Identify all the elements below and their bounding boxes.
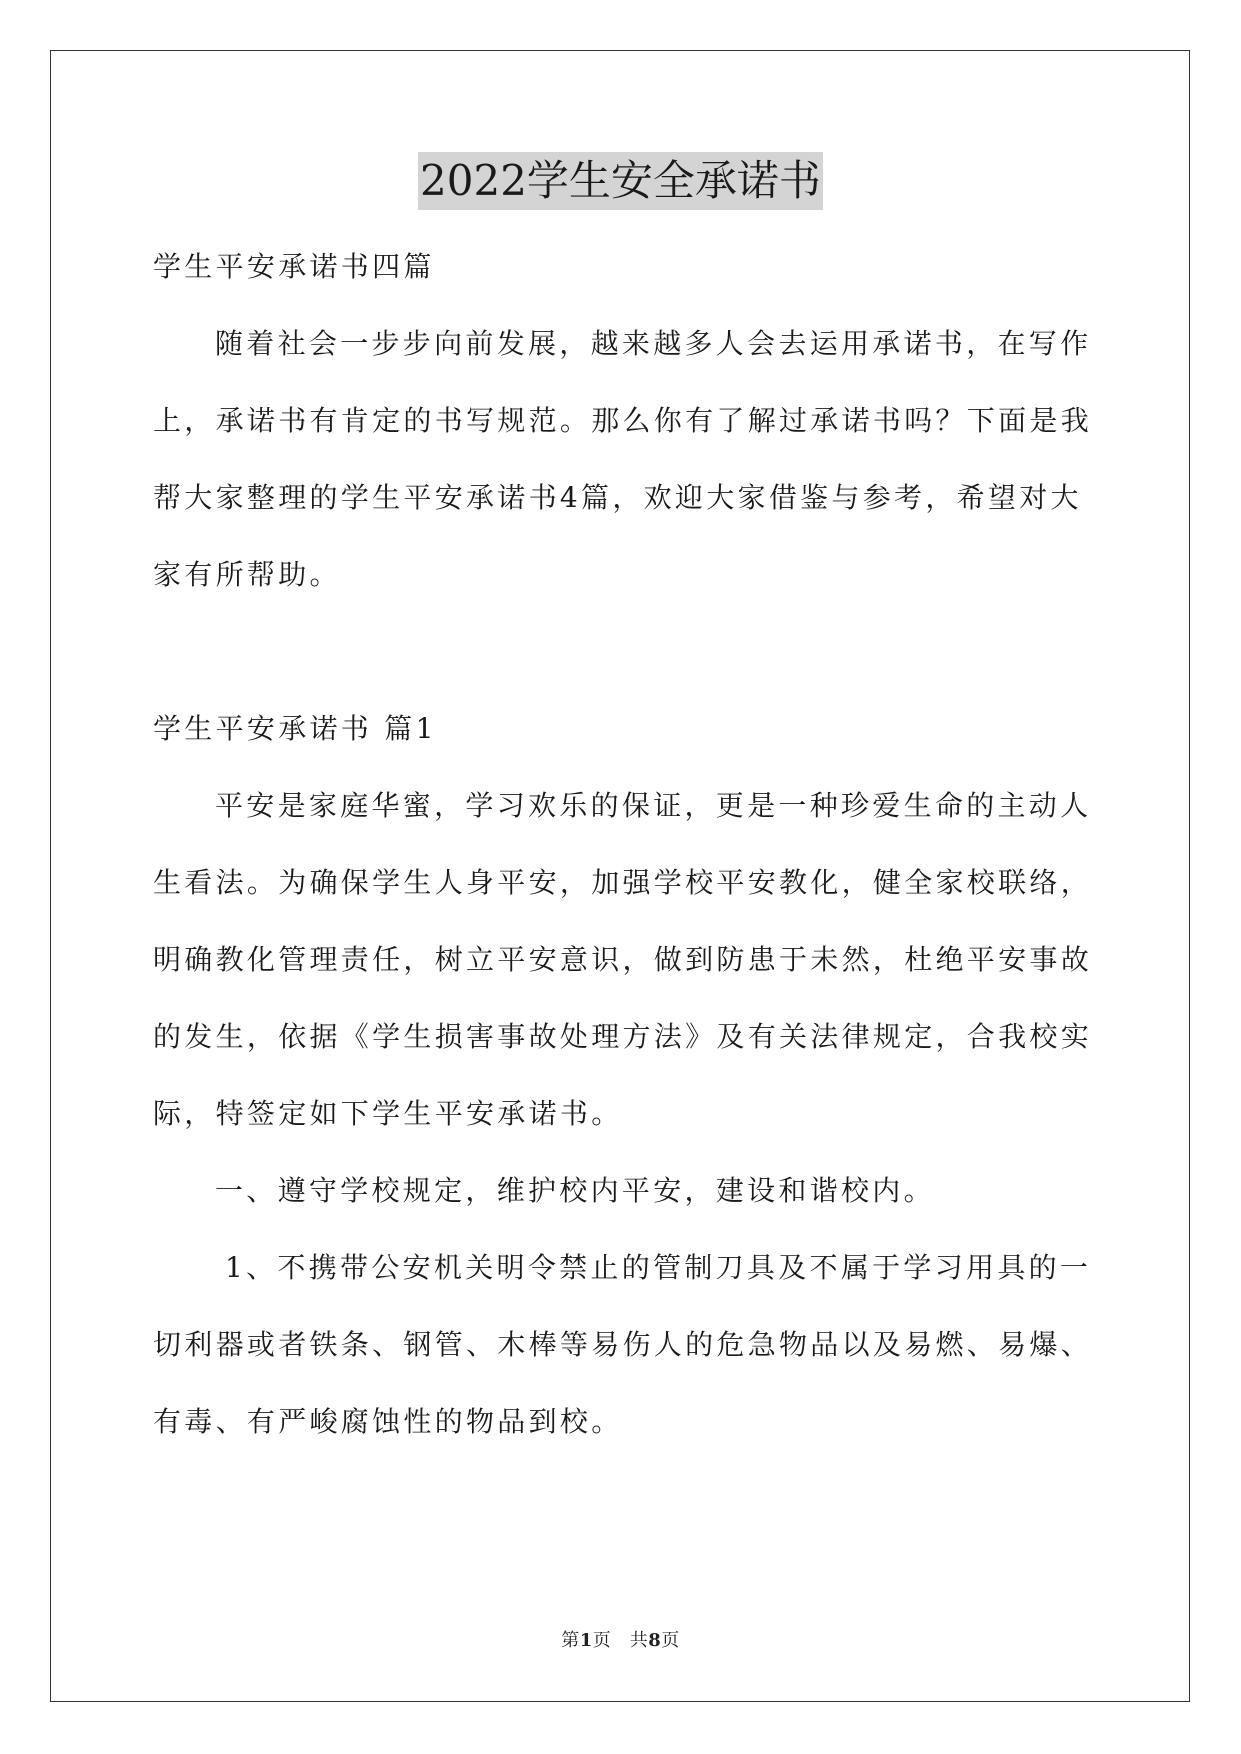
intro-line: 家有所帮助。: [153, 558, 341, 591]
paragraph-gap: [153, 613, 1093, 690]
footer-suffix: 页: [661, 1630, 680, 1651]
point-heading: 一、遵守学校规定，维护校内平安，建设和谐校内。: [215, 1174, 935, 1207]
document-body: [153, 228, 1093, 1460]
footer-middle: 页 共: [592, 1630, 649, 1651]
section-line: 平安是家庭华蜜，学习欢乐的保证，更是一种珍爱生命的主动人: [215, 789, 1092, 822]
intro-line: 上，承诺书有肯定的书写规范。那么你有了解过承诺书吗？下面是我: [153, 404, 1093, 437]
point-line: 切利器或者铁条、钢管、木棒等易伤人的危急物品以及易燃、易爆、: [153, 1328, 1093, 1361]
document-title: 2022学生安全承诺书: [418, 152, 823, 210]
section-line: 明确教化管理责任，树立平安意识，做到防患于未然，杜绝平安事故: [153, 943, 1093, 976]
page-footer: [0, 1626, 1241, 1652]
footer-prefix: 第: [561, 1630, 580, 1651]
section-line: 际，特签定如下学生平安承诺书。: [153, 1097, 623, 1130]
point-line: 1、不携带公安机关明令禁止的管制刀具及不属于学习用具的一: [225, 1251, 1092, 1284]
point-line: 有毒、有严峻腐蚀性的物品到校。: [153, 1405, 623, 1438]
footer-total-pages: 8: [648, 1630, 662, 1651]
section-heading: 学生平安承诺书 篇1: [153, 712, 437, 745]
intro-line: 帮大家整理的学生平安承诺书4篇，欢迎大家借鉴与参考，希望对大: [153, 481, 1082, 514]
section-line: 的发生，依据《学生损害事故处理方法》及有关法律规定，合我校实: [153, 1020, 1093, 1053]
section-line: 生看法。为确保学生人身平安，加强学校平安教化，健全家校联络，: [153, 866, 1093, 899]
intro-line: 随着社会一步步向前发展，越来越多人会去运用承诺书，在写作: [215, 327, 1092, 360]
subtitle: 学生平安承诺书四篇: [153, 250, 435, 283]
footer-page-number: 1: [579, 1630, 593, 1651]
title-container: [0, 152, 1241, 210]
